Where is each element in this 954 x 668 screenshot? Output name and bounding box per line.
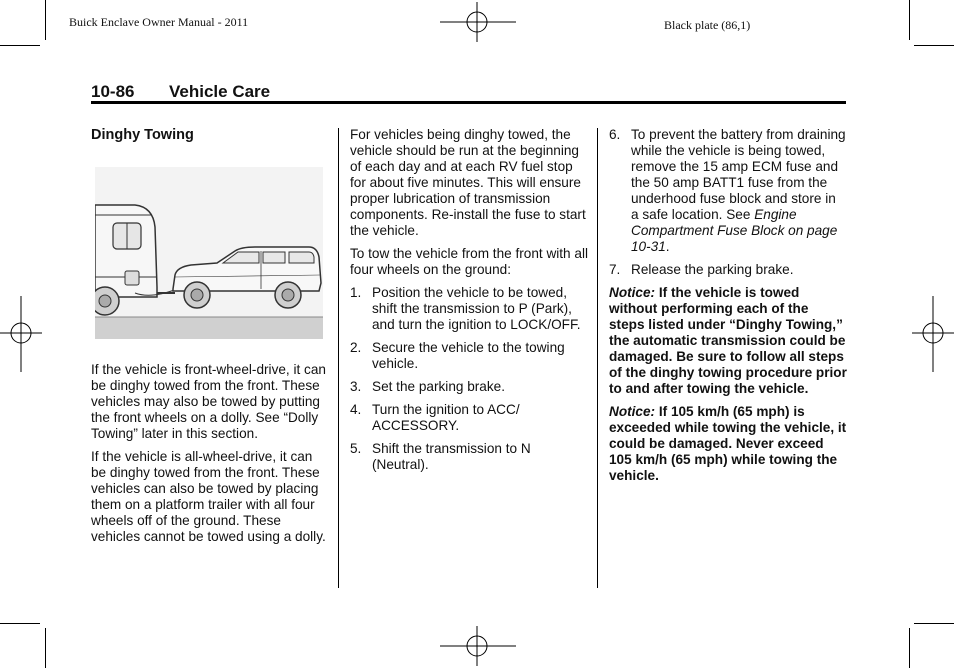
step-text: Set the parking brake. (372, 379, 505, 394)
cross-reference: Engine Compartment Fuse Block on page 10-31 (631, 207, 838, 254)
column-2 (350, 127, 588, 480)
subsection-heading: Dinghy Towing (91, 127, 194, 143)
step-text: To prevent the battery from draining while the vehicle is being towed, remove the 15 amp ECM fuse and the 50 amp BATT1 fuse from the underhood fuse block and store in a safe location. See (631, 127, 846, 222)
registration-mark-icon (0, 296, 42, 372)
column-1-body (91, 362, 329, 552)
crop-mark (909, 628, 910, 668)
list-item (609, 127, 847, 255)
step-number: 5. (350, 441, 362, 456)
column-3 (609, 127, 847, 491)
registration-mark-icon (440, 626, 516, 666)
plate-label: Black plate (86,1) (664, 18, 751, 32)
step-number: 4. (350, 402, 362, 417)
column-1 (91, 127, 329, 150)
step-text-end: . (665, 239, 670, 254)
list-item (609, 262, 847, 278)
section-header (91, 82, 270, 102)
crop-mark (45, 0, 46, 40)
crop-mark (914, 623, 954, 624)
rv-towing-suv-illustration-icon (95, 167, 323, 339)
registration-mark-icon (912, 296, 954, 372)
notice-block (609, 285, 847, 397)
crop-mark (45, 628, 46, 668)
column-divider (597, 128, 598, 588)
step-text: Shift the transmission to N (Neutral). (372, 441, 531, 472)
step-text: Turn the ignition to ACC/ ACCESSORY. (372, 402, 520, 433)
crop-mark (0, 623, 40, 624)
list-item (350, 379, 588, 395)
paragraph: If the vehicle is all-wheel-drive, it can be dinghy towed from the front. These vehicles can also be towed by placing them on a platform trailer with all four wheels off of the ground. These vehicles cannot be towed using a dolly. (91, 449, 326, 544)
notice-label: Notice: (609, 404, 656, 419)
section-title: Vehicle Care (169, 82, 271, 101)
registration-mark-icon (440, 2, 516, 42)
step-text: Secure the vehicle to the towing vehicle. (372, 340, 565, 371)
list-item (350, 402, 588, 434)
step-number: 2. (350, 340, 362, 355)
step-number: 3. (350, 379, 362, 394)
paragraph: To tow the vehicle from the front with all four wheels on the ground: (350, 246, 588, 277)
list-item (350, 441, 588, 473)
step-number: 7. (609, 262, 621, 277)
manual-title: Buick Enclave Owner Manual - 2011 (69, 15, 249, 29)
paragraph: If the vehicle is front-wheel-drive, it can be dinghy towed from the front. These vehicles may also be towed by putting the front wheels on a dolly. See “Dolly Towing” later in this section. (91, 362, 326, 441)
step-number: 1. (350, 285, 362, 300)
list-item (350, 340, 588, 372)
step-text: Release the parking brake. (631, 262, 794, 277)
paragraph: For vehicles being dinghy towed, the vehicle should be run at the beginning of each day and at each RV fuel stop for about five minutes. This will ensure proper lubrication of transmission components. Re-install the fuse to start the vehicle. (350, 127, 586, 238)
notice-label: Notice: (609, 285, 656, 300)
list-item (350, 285, 588, 333)
step-text: Position the vehicle to be towed, shift the transmission to P (Park), and turn the ignition to LOCK/OFF. (372, 285, 581, 332)
step-number: 6. (609, 127, 621, 142)
notice-text: If 105 km/h (65 mph) is exceeded while towing the vehicle, it could be damaged. Never exceed 105 km/h (65 mph) while towing the vehicle. (609, 404, 847, 483)
column-divider (338, 128, 339, 588)
header-rule (91, 101, 846, 104)
notice-text: If the vehicle is towed without performing each of the steps listed under “Dinghy Towing,” the automatic transmission could be damaged. Be sure to follow all steps of the dinghy towing procedure prior to and after towing the vehicle. (609, 285, 847, 396)
crop-mark (914, 45, 954, 46)
crop-mark (0, 45, 40, 46)
crop-mark (909, 0, 910, 40)
page-number: 10-86 (91, 82, 135, 101)
notice-block (609, 404, 847, 484)
